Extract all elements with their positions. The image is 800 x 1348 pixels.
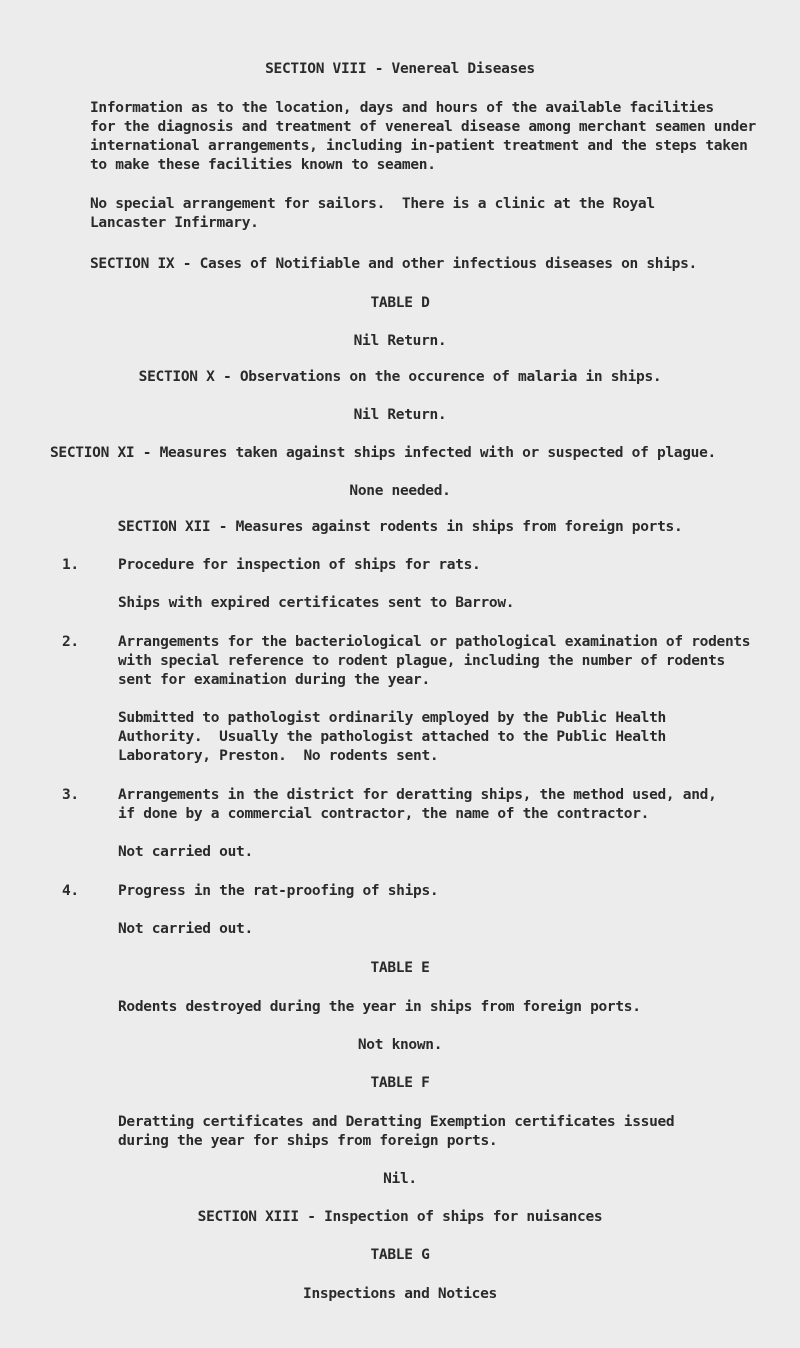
item-2-question-line: sent for examination during the year. [118, 672, 430, 688]
section-viii-note-line: Lancaster Infirmary. [90, 215, 259, 231]
item-number: 2. [62, 634, 79, 650]
section-viii-paragraph-line: to make these facilities known to seamen. [90, 157, 436, 173]
section-viii-paragraph-line: for the diagnosis and treatment of venereal disease among merchant seamen under [90, 119, 756, 135]
item-1-answer: Ships with expired certificates sent to Barrow. [118, 595, 515, 611]
table-g-title: Inspections and Notices [303, 1286, 497, 1302]
item-2-answer-line: Authority. Usually the pathologist attached to the Public Health [118, 729, 666, 745]
item-2-question-line: with special reference to rodent plague, including the number of rodents [118, 653, 725, 669]
table-e-description: Rodents destroyed during the year in ships from foreign ports. [118, 999, 641, 1015]
section-viii-heading: SECTION VIII - Venereal Diseases [265, 61, 535, 77]
section-xi-heading: SECTION XI - Measures taken against ships infected with or suspected of plague. [50, 445, 716, 461]
table-e-result: Not known. [357, 1037, 443, 1053]
section-xi-result: None needed. [349, 483, 451, 499]
table-e-label: TABLE E [370, 960, 430, 976]
table-f-result: Nil. [383, 1171, 417, 1187]
item-number: 3. [62, 787, 79, 803]
section-ix-heading: SECTION IX - Cases of Notifiable and other infectious diseases on ships. [90, 256, 697, 272]
section-viii-note-line: No special arrangement for sailors. There is a clinic at the Royal [90, 196, 655, 212]
item-2-question-line: Arrangements for the bacteriological or pathological examination of rodents [118, 634, 751, 650]
item-number: 4. [62, 883, 79, 899]
item-2-answer-line: Submitted to pathologist ordinarily employed by the Public Health [118, 710, 666, 726]
section-x-result: Nil Return. [353, 407, 447, 423]
section-x-heading: SECTION X - Observations on the occurence of malaria in ships. [138, 369, 662, 385]
section-viii-paragraph-line: international arrangements, including in-patient treatment and the steps taken [90, 138, 748, 154]
section-ix-result: Nil Return. [353, 333, 447, 349]
item-3-answer: Not carried out. [118, 844, 253, 860]
table-d-label: TABLE D [370, 295, 430, 311]
table-g-label: TABLE G [370, 1247, 430, 1263]
table-f-label: TABLE F [370, 1075, 430, 1091]
item-2-answer-line: Laboratory, Preston. No rodents sent. [118, 748, 439, 764]
section-xii-heading: SECTION XII - Measures against rodents in ships from foreign ports. [117, 519, 683, 535]
table-f-description-line: Deratting certificates and Deratting Exemption certificates issued [118, 1114, 675, 1130]
table-f-description-line: during the year for ships from foreign ports. [118, 1133, 498, 1149]
item-3-question-line: if done by a commercial contractor, the name of the contractor. [118, 806, 650, 822]
section-viii-paragraph-line: Information as to the location, days and hours of the available facilities [90, 100, 714, 116]
item-3-question-line: Arrangements in the district for deratting ships, the method used, and, [118, 787, 717, 803]
item-4-answer: Not carried out. [118, 921, 253, 937]
section-xiii-heading: SECTION XIII - Inspection of ships for nuisances [197, 1209, 603, 1225]
item-1-question: Procedure for inspection of ships for rats. [118, 557, 481, 573]
item-4-question: Progress in the rat-proofing of ships. [118, 883, 439, 899]
item-number: 1. [62, 557, 79, 573]
